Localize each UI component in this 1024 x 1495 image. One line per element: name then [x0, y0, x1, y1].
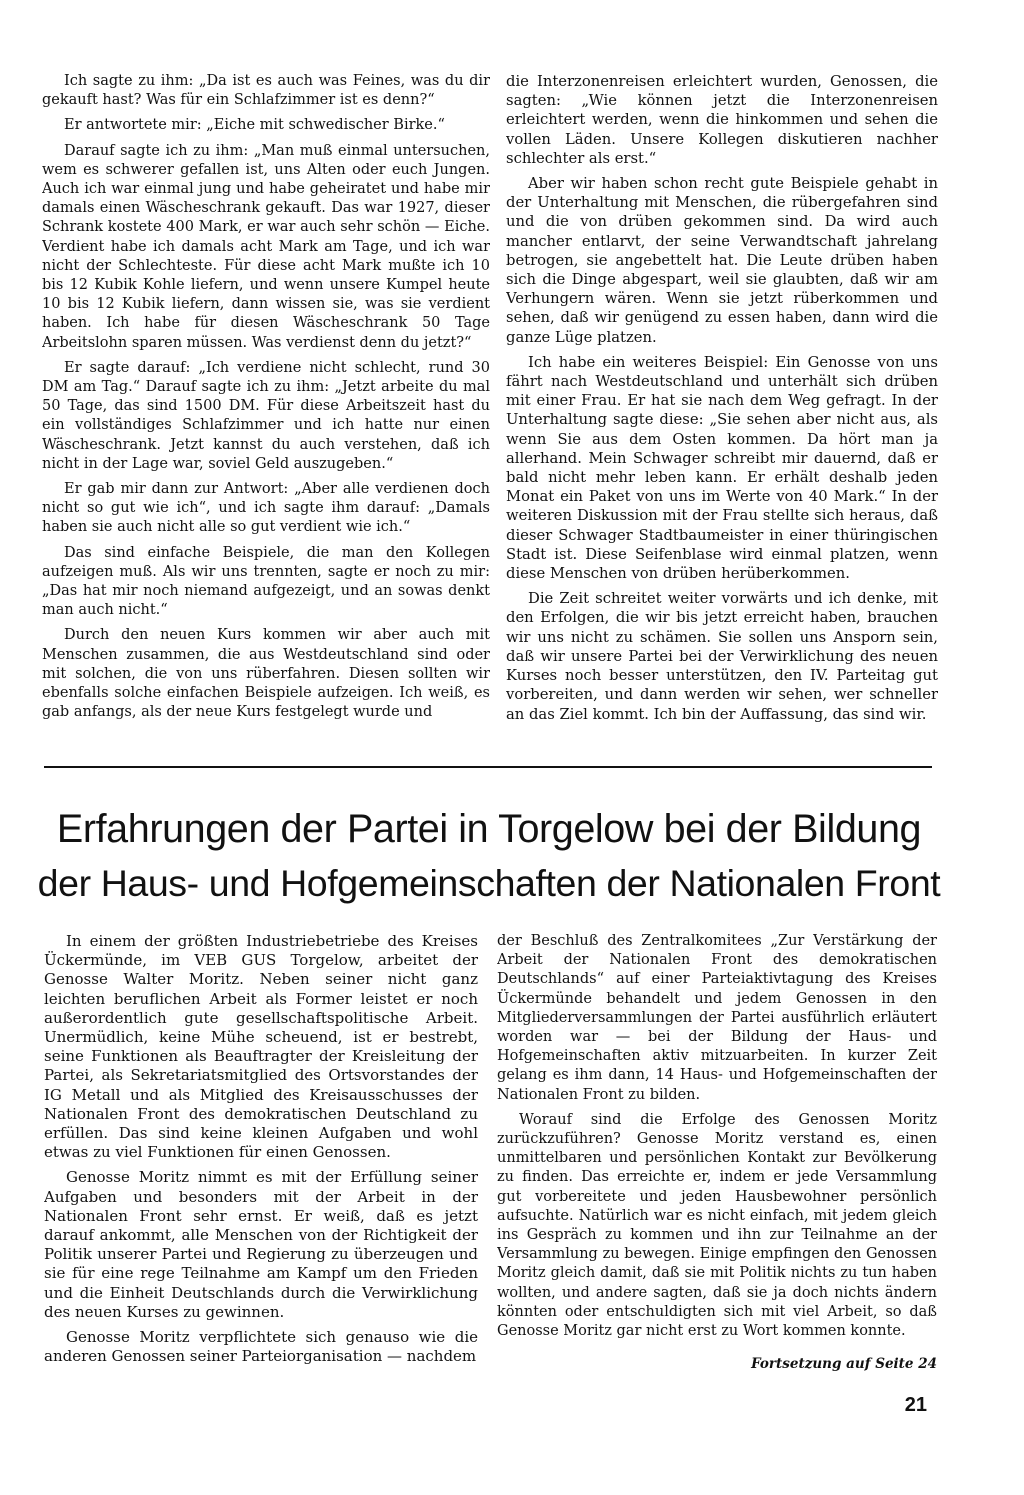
continuation-note: Fortsetzung auf Seite 24	[751, 1356, 937, 1372]
top-article-right-column	[506, 72, 938, 742]
paragraph: Ich habe ein weiteres Beispiel: Ein Genosse von uns fährt nach Westdeutschland und unterhält sich drüben mit einer Frau. Er hat sie nach dem Weg gefragt. In der Unterhaltung sagte diese: „Sie sehen aber nicht aus, als wenn Sie aus dem Osten kommen. Da hört man ja allerhand. Mein Schwager schreibt mir dauernd, daß er bald nicht mehr leben kann. Er erhält deshalb jeden Monat ein Paket von uns im Werte von 40 Mark.“ In der weiteren Diskussion mit der Frau stellte sich heraus, daß dieser Schwager Stadtbaumeister in einer thüringischen Stadt ist. Diese Seifenblase wird einmal platzen, wenn diese Menschen von drüben herüberkommen.	[506, 353, 938, 583]
paragraph: Aber wir haben schon recht gute Beispiele gehabt in der Unterhaltung mit Menschen, die rübergefahren sind und die von drüben gekommen sind. Da wird auch mancher entlarvt, der seine Verwandtschaft jahrelang betrogen, sie angebettelt hat. Die Leute drüben haben sich die Dinge abgespart, weil sie glaubten, daß wir am Verhungern wären. Wenn sie jetzt rüberkommen und sehen, daß wir genügend zu essen haben, dann wird die ganze Lüge platzen.	[506, 175, 938, 346]
paragraph: Die Zeit schreitet weiter vorwärts und ich denke, mit den Erfolgen, die wir bis jetzt erreicht haben, brauchen wir uns nicht zu schämen. Sie sollen uns Ansporn sein, daß wir unsere Partei bei der Verwirklichung des neuen Kurses noch besser unterstützen, den IV. Parteitag gut vorbereiten, und dann werden wir sehen, wer schneller an das Ziel kommt. Ich bin der Auffassung, das sind wir.	[506, 590, 938, 723]
bottom-article-right-column	[497, 932, 937, 1354]
paragraph: Genosse Moritz nimmt es mit der Erfüllung seiner Aufgaben und besonders mit der Arbeit in der Nationalen Front sehr ernst. Er weiß, daß es jetzt darauf ankommt, alle Menschen von der Richtigkeit der Politik unserer Partei und Regierung zu überzeugen und sie für eine rege Teilnahme am Kampf um den Frieden und die Einheit Deutschlands durch die Verwirklichung des neuen Kurses zu gewinnen.	[44, 1168, 478, 1321]
bottom-article-left-column	[44, 932, 478, 1372]
section-divider	[44, 766, 932, 768]
paragraph: Er antwortete mir: „Eiche mit schwedischer Birke.“	[64, 117, 445, 134]
top-article-left-column	[42, 72, 490, 742]
headline-line-1: Erfahrungen der Partei in Torgelow bei der Bildung	[56, 807, 922, 851]
paragraph: Durch den neuen Kurs kommen wir aber auch mit Menschen zusammen, die aus Westdeutschland sind oder mit solchen, die von uns rüberfahren. Diesen sollten wir ebenfalls solche einfachen Beispiele aufzeigen. Ich weiß, es gab anfangs, als der neue Kurs festgelegt wurde und	[42, 627, 490, 721]
paragraph: Er gab mir dann zur Antwort: „Aber alle verdienen doch nicht so gut wie ich“, und ich sagte ihm darauf: „Damals haben sie auch nicht alle so gut verdient wie ich.“	[42, 481, 490, 536]
paragraph: In einem der größten Industriebetriebe des Kreises Ückermünde, im VEB GUS Torgelow, arbeitet der Genosse Walter Moritz. Neben seiner nicht ganz leichten beruflichen Arbeit als Former leistet er noch außerordentlich gute gesellschaftspolitische Arbeit. Unermüdlich, keine Mühe scheuend, ist er bestrebt, seine Funktionen als Beauftragter der Kreisleitung der Partei, als Sekretariatsmitglied des Ortsvorstandes der IG Metall und als Mitglied des Kreisausschusses der Nationalen Front des demokratischen Deutschland zu erfüllen. Das sind keine kleinen Aufgaben und wohl etwas zu viel Funktionen für einen Genossen.	[44, 932, 478, 1162]
article-headline	[36, 802, 942, 910]
headline-line-2: der Haus- und Hofgemeinschaften der Nationalen Front	[37, 862, 941, 904]
paragraph: Er sagte darauf: „Ich verdiene nicht schlecht, rund 30 DM am Tag.“ Darauf sagte ich zu ihm: „Jetzt arbeite du mal 50 Tage, das sind 1500 DM. Für diese Arbeitszeit hast du ein vollständiges Schlafzimmer und ich hatte nur einen Wäscheschrank. Jetzt kannst du auch verstehen, daß ich nicht in der Lage war, soviel Geld auszugeben.“	[42, 359, 490, 472]
paragraph: der Beschluß des Zentralkomitees „Zur Verstärkung der Arbeit der Nationalen Front des demokratischen Deutschlands“ auf einer Parteiaktivtagung des Kreises Ückermünde behandelt und jedem Genossen in den Mitgliederversammlungen der Partei ausführlich erläutert worden war — bei der Bildung der Haus- und Hofgemeinschaften aktiv mitzuarbeiten. In kurzer Zeit gelang es ihm dann, 14 Haus- und Hofgemeinschaften der Nationalen Front zu bilden.	[497, 933, 937, 1103]
paragraph: Genosse Moritz verpflichtete sich genauso wie die anderen Genossen seiner Parteiorganisation — nachdem	[44, 1328, 478, 1366]
page-number: 21	[904, 1394, 927, 1416]
paragraph: die Interzonenreisen erleichtert wurden, Genossen, die sagten: „Wie können jetzt die Interzonenreisen erleichtert werden, wenn die hinkommen und sehen die vollen Läden. Unsere Kollegen diskutieren nachher schlechter als erst.“	[506, 73, 938, 167]
paragraph: Darauf sagte ich zu ihm: „Man muß einmal untersuchen, wem es schwerer gefallen ist, uns Alten oder euch Jungen. Auch ich war einmal jung und habe geheiratet und habe mir damals einen Wäscheschrank gekauft. Das war 1927, dieser Schrank kostete 400 Mark, er war auch sehr schön — Eiche. Verdient habe ich damals acht Mark am Tage, und ich war nicht der Schlechteste. Für diese acht Mark mußte ich 10 bis 12 Kubik Kohle liefern, und wenn unsere Kumpel heute 10 bis 12 Kubik liefern, dann wissen sie, was sie verdient haben. Ich habe für diesen Wäscheschrank 50 Tage Arbeitslohn sparen müssen. Was verdienst denn du jetzt?“	[42, 142, 490, 351]
paragraph: Das sind einfache Beispiele, die man den Kollegen aufzeigen muß. Als wir uns trennten, sagte er noch zu mir: „Das hat mir noch niemand aufgezeigt, und an sowas denkt man auch nicht.“	[42, 544, 490, 619]
paragraph: Worauf sind die Erfolge des Genossen Moritz zurückzuführen? Genosse Moritz verstand es, einen unmittelbaren und persönlichen Kontakt zur Bevölkerung zu finden. Das erreichte er, indem er jede Versammlung gut vorbereitete und jeden Hausbewohner persönlich aufsuchte. Natürlich war es nicht einfach, mit jedem gleich ins Gespräch zu kommen und ihn zur Teilnahme an der Versammlung zu bewegen. Einige empfingen den Genossen Moritz gleich damit, daß sie mit Politik nichts zu tun haben wollten, und andere sagten, daß sie ja doch nichts ändern könnten oder entschuldigten sich mit viel Arbeit, so daß Genosse Moritz gar nicht erst zu Wort kommen konnte.	[497, 1111, 937, 1340]
paragraph: Ich sagte zu ihm: „Da ist es auch was Feines, was du dir gekauft hast? Was für ein Schlafzimmer ist es denn?“	[42, 73, 490, 109]
